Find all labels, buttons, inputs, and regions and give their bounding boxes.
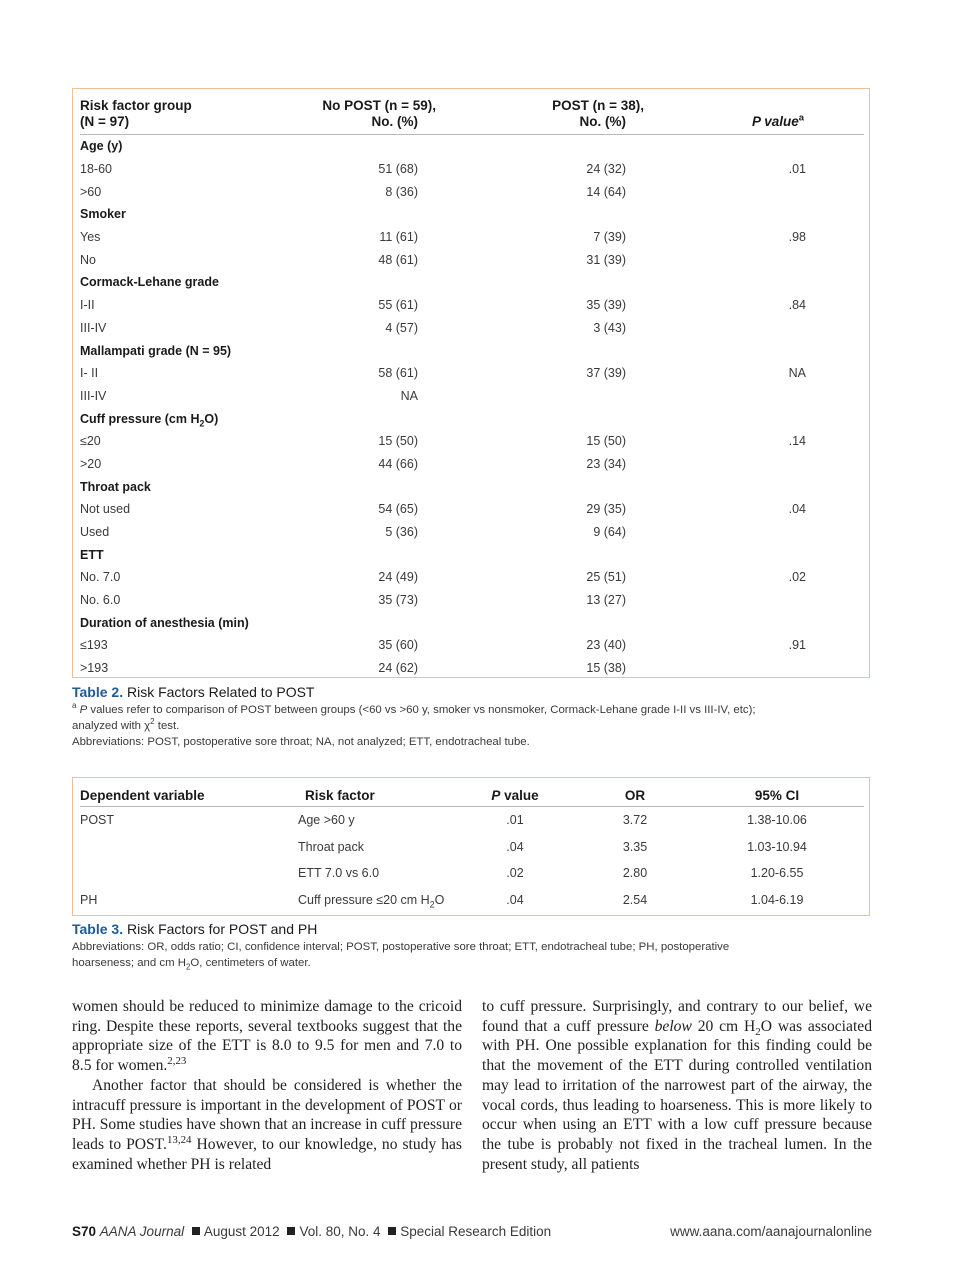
no-post-value: 8 (36) bbox=[385, 184, 418, 199]
p-value: NA bbox=[788, 366, 806, 381]
table-2-caption: Table 2. Risk Factors Related to POST bbox=[72, 684, 315, 700]
row-label: III-IV bbox=[80, 320, 107, 335]
post-value: 24 (32) bbox=[586, 162, 626, 177]
issue-date: August 2012 bbox=[203, 1224, 280, 1239]
odds-ratio: 2.54 bbox=[622, 892, 648, 907]
body-column-right bbox=[482, 997, 872, 1174]
confidence-interval: 1.03-10.94 bbox=[747, 839, 807, 854]
table-header-row bbox=[80, 93, 864, 135]
header-or: OR bbox=[580, 780, 690, 807]
group-header-row bbox=[80, 135, 864, 158]
no-post-value: NA bbox=[400, 388, 418, 403]
odds-ratio: 3.35 bbox=[622, 839, 648, 854]
confidence-interval: 1.20-6.55 bbox=[750, 866, 804, 881]
table-row bbox=[80, 807, 864, 834]
p-value bbox=[644, 317, 864, 340]
post-value: 23 (34) bbox=[586, 456, 626, 471]
table-2-grid bbox=[80, 93, 864, 680]
dependent-variable: PH bbox=[80, 892, 98, 907]
p-value bbox=[644, 521, 864, 544]
post-value: 29 (35) bbox=[586, 502, 626, 517]
p-value: .01 bbox=[788, 162, 806, 177]
row-label: >193 bbox=[80, 661, 109, 676]
group-header-row bbox=[80, 271, 864, 294]
paragraph: Another factor that should be considered is whether the intracuff pressure is important in the development of POST or PH. Some studies have shown that an increase in cuff pressure leads to POST.$^{13,24}$ However, to our knowledge, no study has examined whether PH is related bbox=[72, 1076, 462, 1173]
row-label: No. 6.0 bbox=[80, 593, 121, 608]
p-value bbox=[644, 248, 864, 271]
table-row bbox=[80, 385, 864, 408]
table-row bbox=[80, 226, 864, 249]
table-2 bbox=[72, 88, 870, 678]
group-header-row bbox=[80, 203, 864, 226]
no-post-value: 5 (36) bbox=[385, 525, 418, 540]
row-label: >60 bbox=[80, 184, 102, 199]
header-risk-factor-group: Risk factor group (N = 97) bbox=[80, 93, 250, 135]
no-post-value: 35 (60) bbox=[378, 638, 418, 653]
post-value: 35 (39) bbox=[586, 298, 626, 313]
paragraph: women should be reduced to minimize damage to the cricoid ring. Despite these reports, several textbooks suggest that the appropriate size of the ETT is 8.0 to 9.5 for men and 7.0 to 8.5 for women.$^{2,23}$ bbox=[72, 998, 462, 1075]
group-title: Throat pack bbox=[80, 479, 151, 494]
group-title: Duration of anesthesia (min) bbox=[80, 615, 249, 630]
table-3-grid bbox=[80, 780, 864, 913]
post-value: 25 (51) bbox=[586, 570, 626, 585]
header-post: POST (n = 38), No. (%) bbox=[436, 93, 644, 135]
square-bullet-icon bbox=[287, 1227, 295, 1235]
header-p-value: P value$^a$ bbox=[644, 93, 864, 135]
row-label: ≤20 bbox=[80, 434, 101, 449]
table-row bbox=[80, 430, 864, 453]
table-3-abbreviations: Abbreviations: OR, odds ratio; CI, confidence interval; POST, postoperative sore throat; ETT, endotracheal tube; PH, postoperative hoarseness; and cm $H_2O$, centimeters of water. bbox=[72, 941, 730, 972]
table-row bbox=[80, 521, 864, 544]
table-row bbox=[80, 362, 864, 385]
odds-ratio: 3.72 bbox=[622, 813, 648, 828]
volume-info: Vol. 80, No. 4 bbox=[299, 1224, 381, 1239]
post-value: 31 (39) bbox=[586, 252, 626, 267]
post-value: 7 (39) bbox=[593, 230, 626, 245]
risk-factor: Age >60 y bbox=[298, 813, 355, 828]
no-post-value: 11 (61) bbox=[379, 230, 418, 245]
square-bullet-icon bbox=[192, 1227, 200, 1235]
table-row bbox=[80, 834, 864, 861]
p-value: .02 bbox=[788, 570, 806, 585]
p-value: .01 bbox=[506, 813, 524, 828]
p-value: .04 bbox=[506, 892, 524, 907]
table-row bbox=[80, 317, 864, 340]
header-risk-factor: Risk factor bbox=[280, 780, 450, 807]
row-label: Used bbox=[80, 525, 110, 540]
p-value bbox=[644, 453, 864, 476]
dependent-variable: POST bbox=[80, 813, 115, 828]
table-row bbox=[80, 589, 864, 612]
page-footer bbox=[72, 1224, 872, 1239]
no-post-value: 15 (50) bbox=[378, 434, 418, 449]
group-header-row bbox=[80, 543, 864, 566]
p-value: .98 bbox=[788, 230, 806, 245]
table-row bbox=[80, 453, 864, 476]
paragraph: to cuff pressure. Surprisingly, and contrary to our belief, we found that a cuff pressure below 20 cm $H_2O$ was associated with PH. One possible explanation for this finding could be that the movement of the ETT during controlled ventilation may lead to irritation of the narrowest part of the airway, the vocal cords, thus leading to hoarseness. This is more likely to occur when using an ETT with a low cuff pressure because the tube is probably not fixed in the tracheal lumen. In the present study, all patients bbox=[482, 998, 872, 1173]
p-value: .84 bbox=[788, 298, 806, 313]
p-value bbox=[644, 657, 864, 680]
journal-name: AANA Journal bbox=[99, 1224, 185, 1239]
p-value bbox=[644, 180, 864, 203]
row-label: No. 7.0 bbox=[80, 570, 121, 585]
table-row bbox=[80, 498, 864, 521]
p-value: .04 bbox=[506, 839, 524, 854]
group-header-row bbox=[80, 339, 864, 362]
no-post-value: 51 (68) bbox=[378, 162, 418, 177]
no-post-value: 58 (61) bbox=[378, 366, 418, 381]
row-label: >20 bbox=[80, 456, 102, 471]
table-row bbox=[80, 634, 864, 657]
header-dependent-variable: Dependent variable bbox=[80, 780, 280, 807]
group-title: Age (y) bbox=[80, 139, 123, 154]
table-3 bbox=[72, 777, 870, 916]
post-value: 9 (64) bbox=[593, 525, 626, 540]
dependent-variable bbox=[80, 834, 280, 861]
square-bullet-icon bbox=[388, 1227, 396, 1235]
group-title: Cuff pressure (cm $H_2O$) bbox=[80, 411, 219, 429]
p-value: .04 bbox=[788, 502, 806, 517]
p-value: .91 bbox=[788, 638, 806, 653]
table-row bbox=[80, 887, 864, 914]
risk-factor: Cuff pressure ≤20 cm $H_2O$ bbox=[298, 892, 445, 910]
row-label: Not used bbox=[80, 502, 131, 517]
no-post-value: 48 (61) bbox=[378, 252, 418, 267]
group-title: Cormack-Lehane grade bbox=[80, 275, 219, 290]
post-value: 37 (39) bbox=[586, 366, 626, 381]
header-p-value: P value bbox=[450, 780, 580, 807]
edition-label: Special Research Edition bbox=[400, 1224, 552, 1239]
row-label: I-II bbox=[80, 298, 95, 313]
table-2-footnote: $^a$ P values refer to comparison of POST between groups (<60 vs >60 y, smoker vs nonsmoker, Cormack-Lehane grade I-II vs III-IV, etc); analyzed with $\chi^2$ test. Abbreviations: POST, postoperative sore throat; NA, not analyzed; ETT, endotracheal tube. bbox=[72, 701, 756, 748]
row-label: No bbox=[80, 252, 96, 267]
table-header-row bbox=[80, 780, 864, 807]
post-value: 13 (27) bbox=[586, 593, 626, 608]
table-row bbox=[80, 860, 864, 887]
post-value: 15 (50) bbox=[586, 434, 626, 449]
no-post-value: 44 (66) bbox=[378, 456, 418, 471]
no-post-value: 54 (65) bbox=[378, 502, 418, 517]
table-row bbox=[80, 566, 864, 589]
header-95-ci: 95% CI bbox=[690, 780, 864, 807]
confidence-interval: 1.04-6.19 bbox=[750, 892, 804, 907]
post-value: 3 (43) bbox=[593, 320, 626, 335]
group-header-row bbox=[80, 611, 864, 634]
table-row bbox=[80, 180, 864, 203]
risk-factor: ETT 7.0 vs 6.0 bbox=[298, 866, 380, 881]
p-value: .02 bbox=[506, 866, 524, 881]
table-row bbox=[80, 158, 864, 181]
page-number: S70 bbox=[72, 1224, 97, 1239]
body-column-left bbox=[72, 997, 462, 1174]
table-2-abbreviations: Abbreviations: POST, postoperative sore throat; NA, not analyzed; ETT, endotracheal tube. bbox=[72, 736, 530, 748]
table-row bbox=[80, 294, 864, 317]
table-3-caption: Table 3. Risk Factors for POST and PH bbox=[72, 921, 318, 937]
group-title: ETT bbox=[80, 547, 104, 562]
group-header-row bbox=[80, 407, 864, 430]
p-value: .14 bbox=[788, 434, 806, 449]
row-label: Yes bbox=[80, 230, 101, 245]
odds-ratio: 2.80 bbox=[622, 866, 648, 881]
table-row bbox=[80, 248, 864, 271]
p-value bbox=[644, 589, 864, 612]
no-post-value: 35 (73) bbox=[378, 593, 418, 608]
group-title: Mallampati grade (N = 95) bbox=[80, 343, 232, 358]
table-row bbox=[80, 657, 864, 680]
p-value bbox=[644, 385, 864, 408]
dependent-variable bbox=[80, 860, 280, 887]
post-value: 14 (64) bbox=[586, 184, 626, 199]
post-value: 15 (38) bbox=[586, 661, 626, 676]
confidence-interval: 1.38-10.06 bbox=[747, 813, 807, 828]
no-post-value: 55 (61) bbox=[378, 298, 418, 313]
no-post-value: 4 (57) bbox=[385, 320, 418, 335]
group-title: Smoker bbox=[80, 207, 126, 222]
post-value: 23 (40) bbox=[586, 638, 626, 653]
risk-factor: Throat pack bbox=[298, 839, 365, 854]
header-no-post: No POST (n = 59), No. (%) bbox=[250, 93, 436, 135]
row-label: III-IV bbox=[80, 388, 107, 403]
row-label: 18-60 bbox=[80, 162, 112, 177]
post-value bbox=[436, 385, 644, 408]
no-post-value: 24 (62) bbox=[378, 661, 418, 676]
row-label: ≤193 bbox=[80, 638, 108, 653]
row-label: I- II bbox=[80, 366, 99, 381]
group-header-row bbox=[80, 475, 864, 498]
journal-url[interactable]: www.aana.com/aanajournalonline bbox=[670, 1224, 872, 1239]
no-post-value: 24 (49) bbox=[378, 570, 418, 585]
